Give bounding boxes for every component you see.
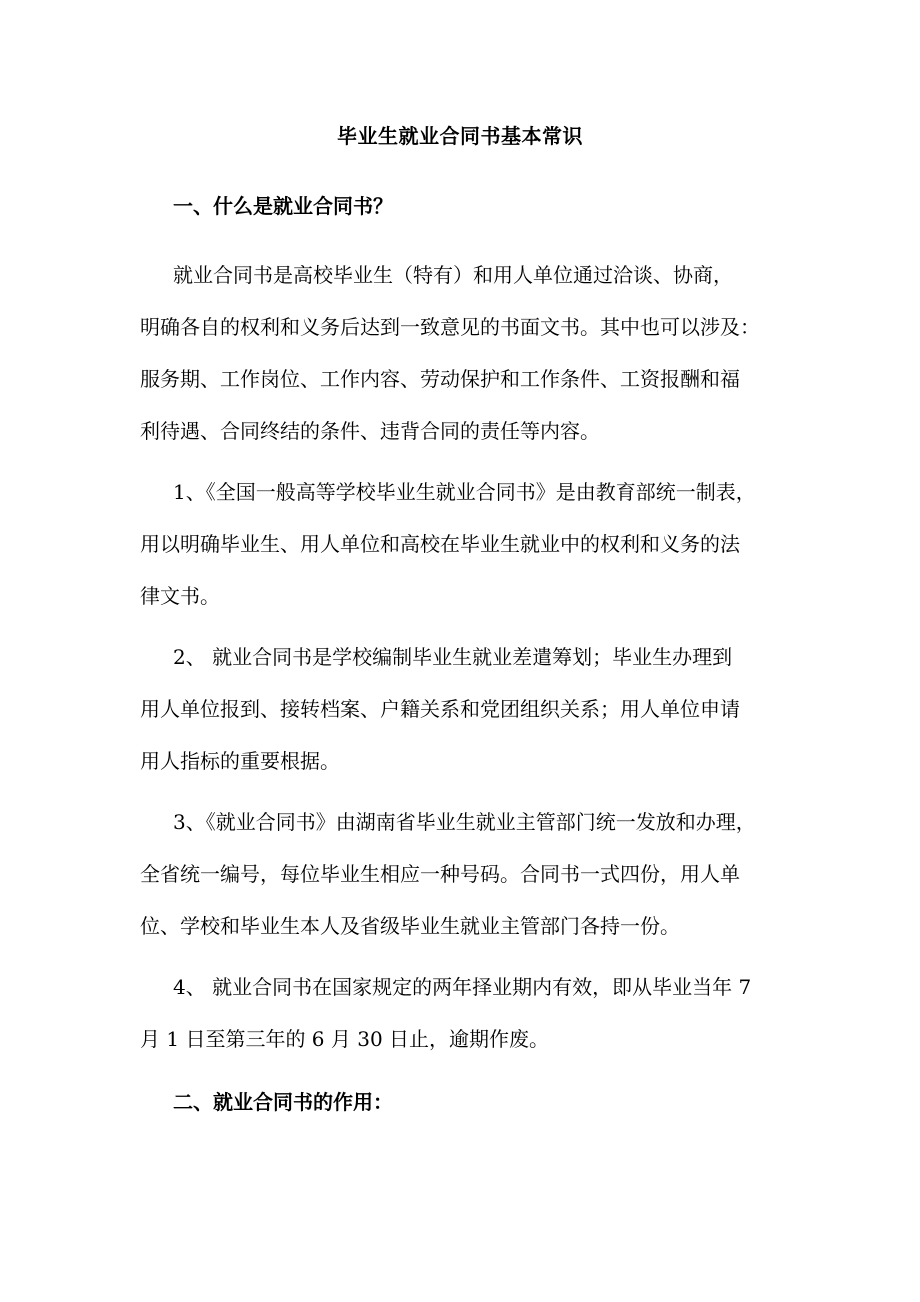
paragraph-line: 全省统一编号，每位毕业生相应一种号码。合同书一式四份，用人单: [140, 862, 740, 886]
paragraph-line: 用以明确毕业生、用人单位和高校在毕业生就业中的权利和义务的法: [140, 532, 740, 556]
section-heading-what-is: 一、什么是就业合同书？: [173, 194, 393, 218]
intro-paragraph: [140, 249, 785, 457]
item-4-paragraph: [140, 961, 785, 1065]
paragraph-line: 律文书。: [140, 584, 220, 608]
paragraph-line: 明确各自的权利和义务后达到一致意见的书面文书。其中也可以涉及：: [140, 315, 760, 339]
paragraph-line: 位、学校和毕业生本人及省级毕业生就业主管部门各持一份。: [140, 914, 680, 938]
section-heading-function: 二、就业合同书的作用：: [173, 1090, 393, 1114]
paragraph-line: 利待遇、合同终结的条件、违背合同的责任等内容。: [140, 419, 600, 443]
paragraph-line: 4、 就业合同书在国家规定的两年择业期内有效，即从毕业当年 7: [173, 975, 752, 999]
item-2-paragraph: [140, 631, 785, 787]
paragraph-line: 用人指标的重要根据。: [140, 749, 340, 773]
item-1-paragraph: [140, 466, 785, 622]
paragraph-line: 月 1 日至第三年的 6 月 30 日止，逾期作废。: [140, 1027, 550, 1051]
item-3-paragraph: [140, 796, 785, 952]
document-title: 毕业生就业合同书基本常识: [337, 124, 583, 148]
paragraph-line: 用人单位报到、接转档案、户籍关系和党团组织关系；用人单位申请: [140, 697, 740, 721]
paragraph-line: 服务期、工作岗位、工作内容、劳动保护和工作条件、工资报酬和福: [140, 367, 740, 391]
paragraph-line: 就业合同书是高校毕业生（特有）和用人单位通过洽谈、协商，: [173, 263, 733, 287]
paragraph-line: 3、《就业合同书》由湖南省毕业生就业主管部门统一发放和办理，: [173, 810, 756, 834]
paragraph-line: 2、 就业合同书是学校编制毕业生就业差遣筹划；毕业生办理到: [173, 645, 733, 669]
paragraph-line: 1、《全国一般高等学校毕业生就业合同书》是由教育部统一制表，: [173, 480, 756, 504]
